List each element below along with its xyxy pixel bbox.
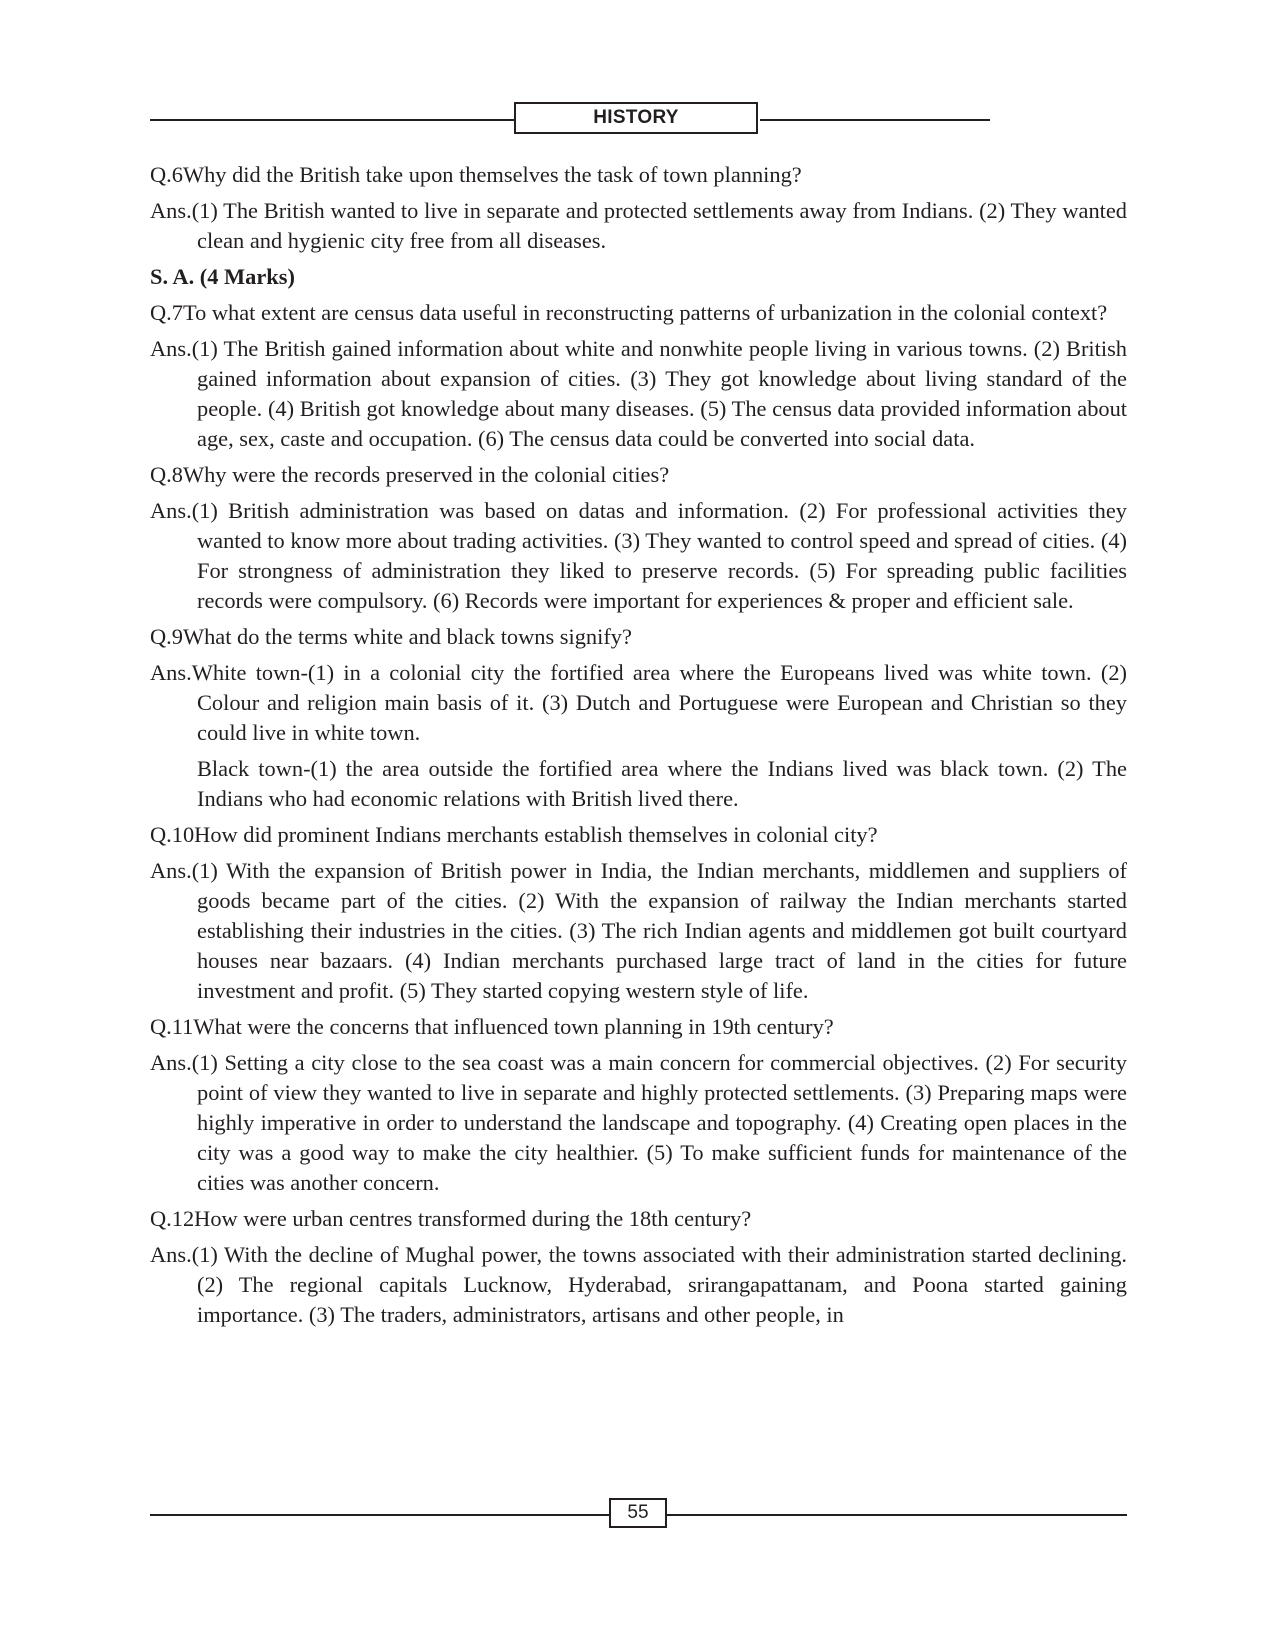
question-label: Q.8 xyxy=(150,462,183,487)
question-6 xyxy=(150,160,1127,190)
question-text: Why did the British take upon themselves the task of town planning? xyxy=(182,162,802,187)
question-text: How were urban centres transformed during the 18th century? xyxy=(194,1206,752,1231)
page-body xyxy=(150,160,1127,1336)
answer-8 xyxy=(150,496,1127,616)
question-label: Q.6 xyxy=(150,162,183,187)
answer-text: (1) The British wanted to live in separate and protected settlements away from Indians. (2) They wanted clean and hygienic city free from all diseases. xyxy=(191,198,1127,253)
answer-text: (1) With the decline of Mughal power, the towns associated with their administration started declining. (2) The regional capitals Lucknow, Hyderabad, srirangapattanam, and Poona started gaining importance. (3) The traders, administrators, artisans and other people, in xyxy=(191,1242,1127,1327)
question-label: Q.9 xyxy=(150,624,183,649)
answer-label: Ans. xyxy=(150,498,192,523)
question-text: What were the concerns that influenced town planning in 19th century? xyxy=(193,1014,834,1039)
question-text: What do the terms white and black towns signify? xyxy=(182,624,632,649)
question-text: To what extent are census data useful in reconstructing patterns of urbanization in the colonial context? xyxy=(182,300,1108,325)
answer-10 xyxy=(150,856,1127,1006)
question-label: Q.12 xyxy=(150,1206,195,1231)
question-10 xyxy=(150,820,1127,850)
question-label: Q.10 xyxy=(150,822,195,847)
answer-text: (1) British administration was based on datas and information. (2) For professional activities they wanted to know more about trading activities. (3) They wanted to control speed and spread of cities. (4) For strongness of administration they liked to preserve records. (5) For spreading public facilities records were compulsory. (6) Records were important for experiences & proper and efficient sale. xyxy=(191,498,1127,613)
question-7 xyxy=(150,298,1127,328)
answer-7 xyxy=(150,334,1127,454)
question-12 xyxy=(150,1204,1127,1234)
page-footer xyxy=(150,1498,1127,1530)
question-label: Q.7 xyxy=(150,300,183,325)
answer-12 xyxy=(150,1240,1127,1330)
answer-label: Ans. xyxy=(150,858,192,883)
answer-6 xyxy=(150,196,1127,256)
footer-rule-right xyxy=(666,1514,1127,1516)
answer-label: Ans. xyxy=(150,1242,192,1267)
footer-rule-left xyxy=(150,1514,610,1516)
subject-title: HISTORY xyxy=(514,102,758,134)
answer-label: Ans. xyxy=(150,198,192,223)
header-rule-right xyxy=(760,119,990,121)
question-text: Why were the records preserved in the colonial cities? xyxy=(182,462,670,487)
answer-text: (1) The British gained information about white and nonwhite people living in various towns. (2) British gained information about expansion of cities. (3) They got knowledge about living standard of the people. (4) British got knowledge about many diseases. (5) The census data provided information about age, sex, caste and occupation. (6) The census data could be converted into social data. xyxy=(191,336,1127,451)
answer-text: (1) Setting a city close to the sea coast was a main concern for commercial objectives. (2) For security point of view they wanted to live in separate and highly protected settlements. (3) Preparing maps were highly imperative in order to understand the landscape and topography. (4) Creating open places in the city was a good way to make the city healthier. (5) To make sufficient funds for maintenance of the cities was another concern. xyxy=(191,1050,1127,1195)
question-11 xyxy=(150,1012,1127,1042)
answer-11 xyxy=(150,1048,1127,1198)
answer-text: (1) With the expansion of British power in India, the Indian merchants, middlemen and suppliers of goods became part of the cities. (2) With the expansion of railway the Indian merchants started establishing their industries in the cities. (3) The rich Indian agents and middlemen got built courtyard houses near bazaars. (4) Indian merchants purchased large tract of land in the cities for future investment and profit. (5) They started copying western style of life. xyxy=(191,858,1127,1003)
question-text: How did prominent Indians merchants establish themselves in colonial city? xyxy=(194,822,878,847)
page-number: 55 xyxy=(609,1498,667,1528)
header-rule-left xyxy=(150,119,515,121)
answer-label: Ans. xyxy=(150,660,192,685)
answer-9 xyxy=(150,658,1127,748)
question-9 xyxy=(150,622,1127,652)
page-header xyxy=(150,102,990,138)
answer-text: White town-(1) in a colonial city the fortified area where the Europeans lived was white town. (2) Colour and religion main basis of it. (3) Dutch and Portuguese were European and Christian so they could live in white town. xyxy=(191,660,1127,745)
answer-9-continued: Black town-(1) the area outside the fortified area where the Indians lived was black town. (2) The Indians who had economic relations with British lived there. xyxy=(197,756,1127,811)
question-label: Q.11 xyxy=(150,1014,194,1039)
question-8 xyxy=(150,460,1127,490)
answer-label: Ans. xyxy=(150,336,192,361)
answer-label: Ans. xyxy=(150,1050,192,1075)
section-heading: S. A. (4 Marks) xyxy=(150,264,295,289)
